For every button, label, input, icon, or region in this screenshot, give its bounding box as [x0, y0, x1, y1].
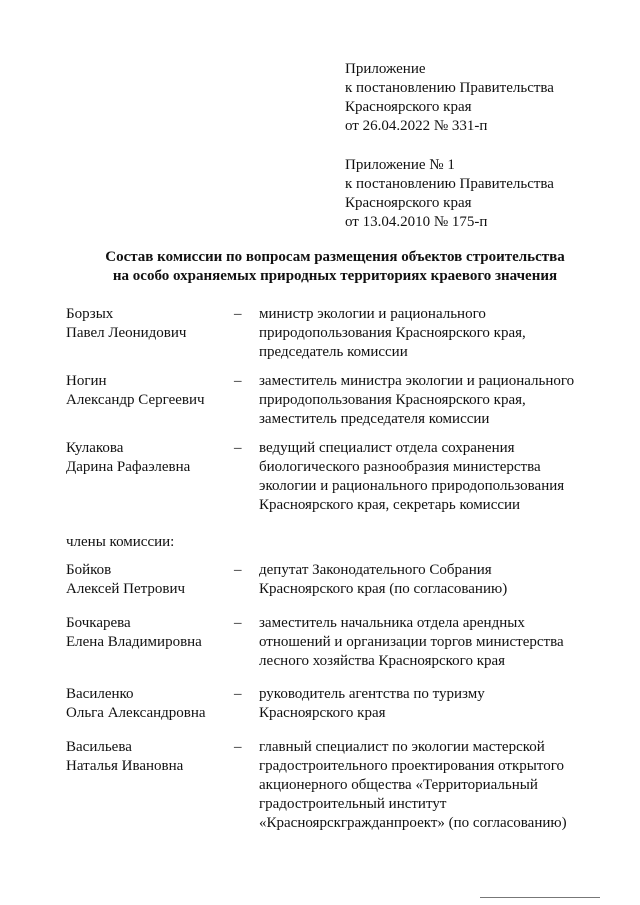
bottom-edge-line [480, 897, 600, 898]
surname: Василенко [66, 686, 134, 702]
dash: – [234, 373, 242, 389]
role-line: главный специалист по экологии мастерской [259, 739, 545, 755]
header-line: к постановлению Правительства [345, 176, 554, 192]
role-line: градостроительного проектирования открытого [259, 758, 564, 774]
role-line: заместитель начальника отдела арендных [259, 615, 525, 631]
surname: Борзых [66, 306, 114, 322]
appendix-block-current [345, 60, 605, 136]
given-names: Ольга Александровна [66, 705, 206, 721]
role-line: председатель комиссии [259, 344, 408, 360]
role-line: заместитель председателя комиссии [259, 411, 490, 427]
appendix-block-original [345, 156, 605, 232]
role-line: Красноярского края [259, 705, 386, 721]
person-role [259, 685, 599, 723]
given-names: Алексей Петрович [66, 581, 186, 597]
dash: – [234, 739, 242, 755]
given-names: Наталья Ивановна [66, 758, 184, 774]
person-role [259, 738, 599, 833]
role-line: экологии и рационального природопользования [259, 478, 565, 494]
surname: Кулакова [66, 440, 124, 456]
person-name [66, 372, 236, 410]
person-name [66, 561, 236, 599]
role-line: «Красноярскгражданпроект» (по согласованию) [259, 815, 567, 831]
role-line: руководитель агентства по туризму [259, 686, 485, 702]
dash: – [234, 562, 242, 578]
dash: – [234, 440, 242, 456]
person-role [259, 614, 599, 671]
role-line: природопользования Красноярского края, [259, 325, 526, 341]
role-line: министр экологии и рационального [259, 306, 486, 322]
header-line: от 13.04.2010 № 175-п [345, 214, 488, 230]
person-name [66, 614, 236, 652]
header-line: Красноярского края [345, 195, 472, 211]
surname: Бочкарева [66, 615, 131, 631]
header-line: Красноярского края [345, 99, 472, 115]
person-name [66, 738, 236, 776]
title-line: на особо охраняемых природных территориях краевого значения [112, 268, 558, 284]
header-line: от 26.04.2022 № 331-п [345, 118, 488, 134]
role-line: лесного хозяйства Красноярского края [259, 653, 506, 669]
header-line: Приложение № 1 [345, 157, 455, 173]
person-role [259, 305, 599, 362]
role-line: акционерного общества «Территориальный [259, 777, 538, 793]
role-line: депутат Законодательного Собрания [259, 562, 492, 578]
dash: – [234, 306, 242, 322]
person-name [66, 685, 236, 723]
surname: Васильева [66, 739, 132, 755]
document-title [60, 248, 610, 286]
surname: Ногин [66, 373, 107, 389]
role-line: природопользования Красноярского края, [259, 392, 526, 408]
role-line: градостроительный институт [259, 796, 447, 812]
role-line: заместитель министра экологии и рационального [259, 373, 575, 389]
given-names: Александр Сергеевич [66, 392, 205, 408]
given-names: Елена Владимировна [66, 634, 202, 650]
person-name [66, 439, 236, 477]
dash: – [234, 686, 242, 702]
role-line: ведущий специалист отдела сохранения [259, 440, 515, 456]
person-role [259, 561, 599, 599]
given-names: Павел Леонидович [66, 325, 187, 341]
title-line: Состав комиссии по вопросам размещения объектов строительства [105, 249, 565, 265]
role-line: Красноярского края, секретарь комиссии [259, 497, 521, 513]
person-name [66, 305, 236, 343]
header-line: Приложение [345, 61, 426, 77]
dash: – [234, 615, 242, 631]
role-line: отношений и организации торгов министерства [259, 634, 564, 650]
appendix-header [345, 60, 605, 252]
role-line: биологического разнообразия министерства [259, 459, 541, 475]
given-names: Дарина Рафаэлевна [66, 459, 191, 475]
role-line: Красноярского края (по согласованию) [259, 581, 508, 597]
person-role [259, 372, 599, 429]
person-role [259, 439, 599, 515]
members-label: члены комиссии: [66, 534, 175, 550]
surname: Бойков [66, 562, 112, 578]
header-line: к постановлению Правительства [345, 80, 554, 96]
